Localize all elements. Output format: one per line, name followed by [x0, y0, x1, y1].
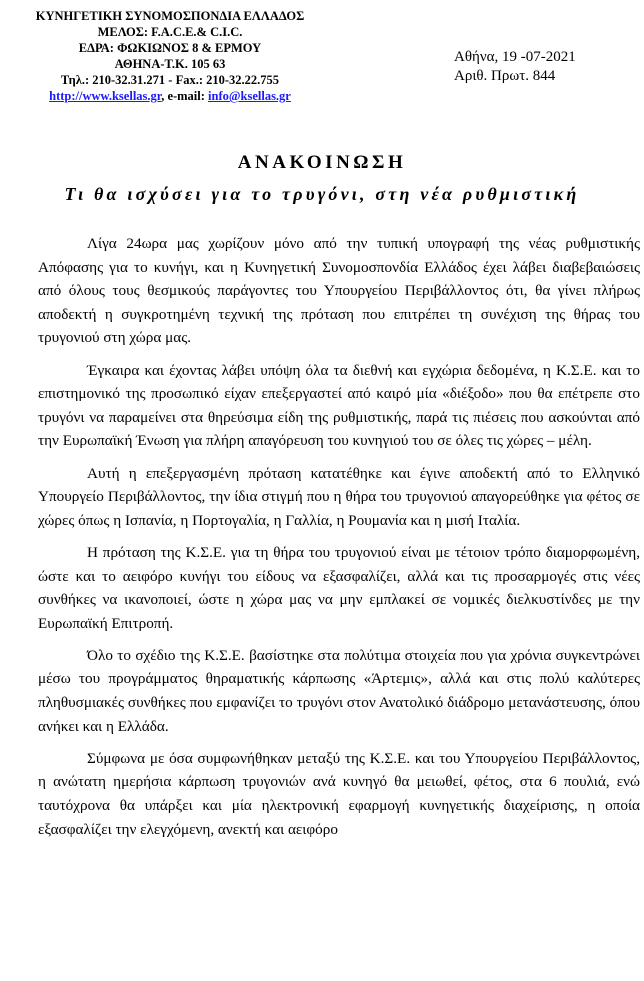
website-link[interactable]: http://www.ksellas.gr — [49, 89, 162, 103]
page-title: ΑΝΑΚΟΙΝΩΣΗ — [237, 152, 407, 173]
city-postcode: ΑΘΗΝΑ-Τ.Κ. 105 63 — [114, 57, 226, 71]
paragraph: Λίγα 24ωρα μας χωρίζουν μόνο από την τυπική υπογραφή της νέας ρυθμιστικής Απόφασης για το κυνήγι, και η Κυνηγετική Συνομοσπονδία Ελλάδος έχει λάβει διαβεβαιώσεις από όλους τους θεσμικούς παράγοντες του Υπουργείου Περιβάλλοντος ότι, θα γίνει πλήρως αποδεκτή η συγκροτημένη τεχνική της πρόταση που επιτρέπει τη συνέχιση της θήρας του τρυγονιού στη χώρα μας. — [38, 235, 640, 347]
paragraph: Η πρόταση της Κ.Σ.Ε. για τη θήρα του τρυγονιού είναι με τέτοιον τρόπο διαμορφωμένη, ώστε και το αειφόρο κυνήγι του είδους να εξασφαλίζει, αλλά και τις προσαρμογές στις νέες συνθήκες να ικανοποιεί, ώστε η χώρα μας να μην εμπλακεί σε νομικές διελκυστίνδες με την Ευρωπαϊκή Επιτροπή. — [38, 543, 640, 632]
paragraph: Αυτή η επεξεργασμένη πρόταση κατατέθηκε και έγινε αποδεκτή από το Ελληνικό Υπουργείο Περιβάλλοντος, την ίδια στιγμή που η θήρα του τρυγονιού απαγορεύθηκε για φέτος σε χώρες όπως η Ισπανία, η Πορτογαλία, η Γαλλία, η Ρουμανία και η μισή Ιταλία. — [38, 464, 640, 529]
email-label: , e-mail: — [161, 89, 209, 103]
announcement-body — [38, 232, 640, 850]
contact-links — [0, 88, 340, 104]
document-meta — [454, 48, 576, 86]
headquarters-address: ΕΔΡΑ: ΦΩΚΙΩΝΟΣ 8 & ΕΡΜΟΥ — [78, 41, 262, 55]
letterhead — [0, 8, 340, 104]
paragraph: Σύμφωνα με όσα συμφωνήθηκαν μεταξύ της Κ.Σ.Ε. και του Υπουργείου Περιβάλλοντος, η ανώτατη ημερήσια κάρπωση τρυγονιών ανά κυνηγό θα μειωθεί, φέτος, στα 6 πουλιά, ενώ ταυτόχρονα θα υπάρξει και μία ηλεκτρονική εφαρμογή κυνηγετικής διαχείρισης, η οποία εξασφαλίζει την ελεγχόμενη, ανεκτή και αειφόρο — [38, 749, 640, 838]
email-link[interactable]: info@ksellas.gr — [208, 89, 291, 103]
phone-fax: Τηλ.: 210-32.31.271 - Fax.: 210-32.22.755 — [60, 73, 280, 87]
protocol-number: Αριθ. Πρωτ. 844 — [454, 68, 556, 84]
org-name: ΚΥΝΗΓΕΤΙΚΗ ΣΥΝΟΜΟΣΠΟΝΔΙΑ ΕΛΛΑΔΟΣ — [35, 9, 305, 23]
paragraph: Έγκαιρα και έχοντας λάβει υπόψη όλα τα διεθνή και εγχώρια δεδομένα, η Κ.Σ.Ε. και το επιστημονικό της προσωπικό είχαν επεξεργαστεί από καιρό μία «διέξοδο» που θα επέτρεπε στο τρυγόνι να παραμείνει στα θηρεύσιμα είδη της ρυθμιστικής, παρά τις πιέσεις που ασκούνται από την Ευρωπαϊκή Ένωση για πλήρη απαγόρευση του κυνηγιού του σε όλες τις χώρες – μέλη. — [38, 361, 640, 450]
paragraph: Όλο το σχέδιο της Κ.Σ.Ε. βασίστηκε στα πολύτιμα στοιχεία που για χρόνια συγκεντρώνει μέσω του προγράμματος θηραματικής κάρπωσης «Άρτεμις», αλλά και στις πολύ καλύτερες πληθυσμιακές συνθήκες που εμφανίζει το τρυγόνι στον Ανατολικό διάδρομο μετανάστευσης, όπου ανήκει και η Ελλάδα. — [38, 646, 640, 735]
membership: ΜΕΛΟΣ: F.A.C.E.& C.I.C. — [97, 25, 243, 39]
document-date: Αθήνα, 19 -07-2021 — [454, 49, 576, 65]
page-subtitle: Τι θα ισχύσει για το τρυγόνι, στη νέα ρυθμιστική — [64, 184, 580, 204]
